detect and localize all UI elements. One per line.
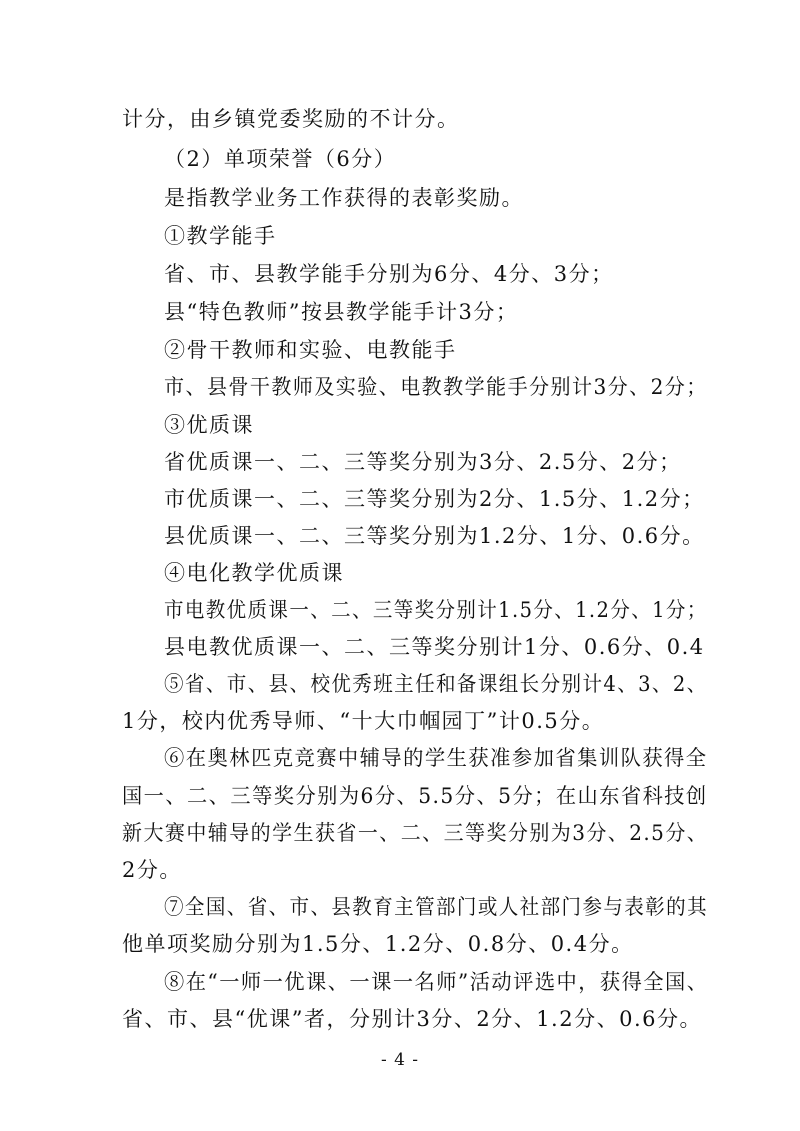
text-line-23: 他单项奖励分别为1.5分、1.2分、0.8分、0.4分。 — [122, 932, 634, 956]
text-line-09: ③优质课 — [164, 413, 254, 437]
text-line-02: （2）单项荣誉（6分） — [164, 147, 397, 171]
text-line-11: 市优质课一、二、三等奖分别为2分、1.5分、1.2分； — [164, 487, 705, 511]
text-line-13: ④电化教学优质课 — [164, 561, 344, 585]
text-line-10: 省优质课一、二、三等奖分别为3分、2.5分、2分； — [164, 450, 682, 474]
text-line-20: 新大赛中辅导的学生获省一、二、三等奖分别为3分、2.5分、 — [122, 821, 709, 845]
text-line-19: 国一、二、三等奖分别为6分、5.5分、5分；在山东省科技创 — [122, 784, 708, 808]
text-line-15: 县电教优质课一、二、三等奖分别计1分、0.6分、0.4 — [164, 635, 705, 659]
text-line-24: ⑧在“一师一优课、一课一名师”活动评选中，获得全国、 — [164, 970, 709, 994]
text-line-04: ①教学能手 — [164, 224, 277, 248]
text-line-22: ⑦全国、省、市、县教育主管部门或人社部门参与表彰的其 — [164, 895, 708, 919]
text-line-16: ⑤省、市、县、校优秀班主任和备课组长分别计4、3、2、 — [164, 672, 708, 696]
text-line-03: 是指教学业务工作获得的表彰奖励。 — [164, 186, 524, 210]
text-line-21: 2分。 — [122, 858, 182, 882]
text-line-25: 省、市、县“优课”者，分别计3分、2分、1.2分、0.6分。 — [122, 1007, 702, 1031]
text-line-18: ⑥在奥林匹克竞赛中辅导的学生获准参加省集训队获得全 — [164, 746, 708, 770]
text-line-12: 县优质课一、二、三等奖分别为1.2分、1分、0.6分。 — [164, 524, 705, 548]
text-line-06: 县“特色教师”按县教学能手计3分； — [164, 300, 519, 324]
text-line-01: 计分，由乡镇党委奖励的不计分。 — [122, 107, 460, 131]
text-line-08: 市、县骨干教师及实验、电教教学能手分别计3分、2分； — [164, 375, 708, 399]
text-line-07: ②骨干教师和实验、电教能手 — [164, 338, 457, 362]
text-line-17: 1分，校内优秀导师、“十大巾帼园丁”计0.5分。 — [122, 709, 605, 733]
text-line-14: 市电教优质课一、二、三等奖分别计1.5分、1.2分、1分； — [164, 598, 708, 622]
text-line-05: 省、市、县教学能手分别为6分、4分、3分； — [164, 262, 614, 286]
page-number: - 4 - — [380, 1050, 420, 1070]
